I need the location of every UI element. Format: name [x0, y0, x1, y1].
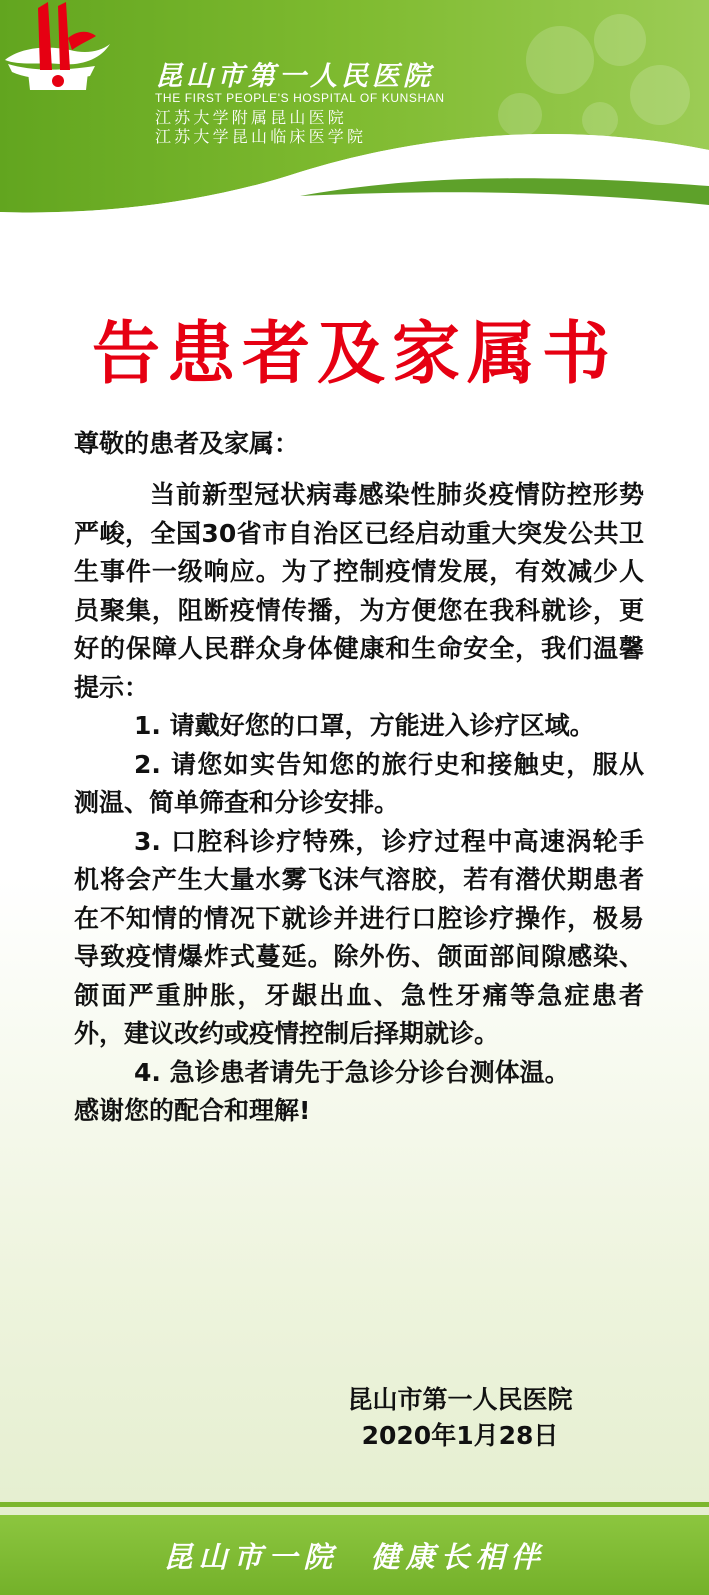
- notice-title: 告患者及家属书: [91, 315, 617, 394]
- signature-block: [300, 1382, 620, 1454]
- header-banner: [0, 0, 709, 240]
- footer-slogan: 昆山市一院 健康长相伴: [163, 1540, 546, 1574]
- hospital-logo-icon: [0, 0, 115, 100]
- notice-item-2: 2. 请您如实告知您的旅行史和接触史，服从测温、简单筛查和分诊安排。: [74, 749, 644, 817]
- signature-organization: 昆山市第一人民医院: [347, 1385, 573, 1414]
- footer-banner: [0, 1515, 709, 1595]
- intro-paragraph: 当前新型冠状病毒感染性肺炎疫情防控形势严峻，全国30省市自治区已经启动重大突发公共卫生事件一级响应。为了控制疫情发展，有效减少人员聚集，阻断疫情传播，为方便您在我科就诊，更好的保障人民群众身体健康和生命安全，我们温馨提示：: [74, 480, 644, 702]
- notice-body: [74, 426, 644, 1131]
- footer-divider: [0, 1502, 709, 1507]
- hospital-name-cn: 昆山市第一人民医院: [155, 61, 434, 92]
- hospital-affiliation-2: 江苏大学昆山临床医学院: [155, 129, 367, 146]
- signature-date: 2020年1月28日: [361, 1421, 559, 1450]
- hospital-affiliation-1: 江苏大学附属昆山医院: [155, 110, 348, 127]
- hospital-name-en: THE FIRST PEOPLE'S HOSPITAL OF KUNSHAN: [155, 91, 445, 105]
- notice-item-4: 4. 急诊患者请先于急诊分诊台测体温。: [134, 1057, 570, 1087]
- notice-item-3: 3. 口腔科诊疗特殊，诊疗过程中高速涡轮手机将会产生大量水雾飞沫气溶胶，若有潜伏期患者在不知情的情况下就诊并进行口腔诊疗操作，极易导致疫情爆炸式蔓延。除外伤、颌面部间隙感染、颌面严重肿胀，牙龈出血、急性牙痛等急症患者外，建议改约或疫情控制后择期就诊。: [74, 826, 644, 1048]
- thanks-line: 感谢您的配合和理解!: [74, 1096, 311, 1125]
- salutation: 尊敬的患者及家属：: [74, 429, 300, 458]
- notice-item-1: 1. 请戴好您的口罩，方能进入诊疗区域。: [134, 711, 595, 740]
